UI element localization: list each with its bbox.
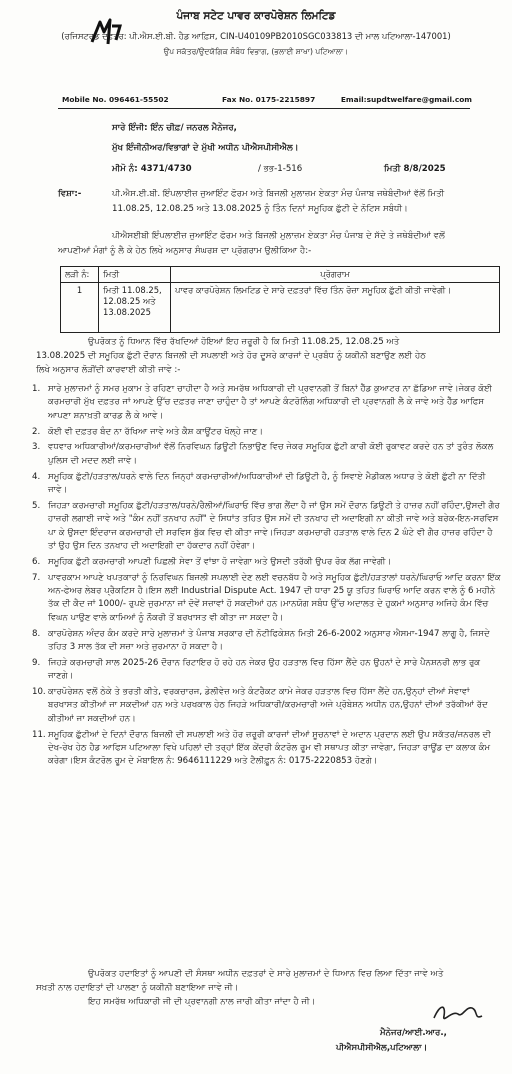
addressee-line: ਸਾਰੇ ਇੰਜੀ: ਇੰਨ ਚੀਫ਼/ ਜਨਰਲ ਮੈਨੇਜਰ,	[112, 123, 237, 133]
col-date-header: ਮਿਤੀ	[99, 267, 171, 283]
list-item: 1. ਸਾਰੇ ਮੁਲਾਜ਼ਮਾਂ ਨੂੰ ਸਮਰ ਮੁਕਾਮ ਤੇ ਰਹਿਣਾ ਚਾਹੀਦਾ ਹੈ ਅਤੇ ਸਮਰੱਥ ਅਧਿਕਾਰੀ ਦੀ ਪ੍ਰਵਾਨਗੀ ਤੋਂ ਬਿਨਾਂ ਹੈੱਡ ਕੁਆਟਰ ਨਾ ਛੱਡਿਆ ਜਾਵੇ।ਜੇਕਰ ਕੋਈ ਕਰਮਚਾਰੀ ਮੁੱਖ ਦਫ਼ਤਰ ਜਾਂ ਆਪਣੇ ਉੱਚ ਦਫ਼ਤਰ ਜਾਣਾ ਚਾਹੁੰਦਾ ਹੈ ਤਾਂ ਆਪਣੇ ਕੰਟਰੋਲਿੰਗ ਅਧਿਕਾਰੀ ਦੀ ਪ੍ਰਵਾਨਗੀ ਲੈ ਕੇ ਜਾਵੇ ਅਤੇ ਹੈੱਡ ਆਫਿਸ ਆਪਣਾ ਸ਼ਨਾਖ਼ਤੀ ਕਾਰਡ ਲੈ ਕੇ ਆਵੇ।	[32, 384, 493, 421]
list-item: 7. ਪਾਵਰਕਾਮ ਆਪਣੇ ਖਪਤਕਾਰਾਂ ਨੂੰ ਨਿਰਵਿਘਨ ਬਿਜਲੀ ਸਪਲਾਈ ਦੇਣ ਲਈ ਵਚਨਬੱਧ ਹੈ ਅਤੇ ਸਮੂਹਿਕ ਛੁੱਟੀ/ਹੜਤਾਲਾਂ ਧਰਨੇ/ਘਿਰਾਓ ਆਦਿ ਕਰਨਾ ਇੱਕ ਅਨ-ਫੇਅਰ ਲੇਬਰ ਪ੍ਰੈਕਟਿਸ ਹੈ।ਇਸ ਲਈ Industrial Dispute Act. 1947 ਦੀ ਧਾਰਾ 25 ਯੂ ਤਹਿਤ ਘਿਰਾਓ ਆਦਿ ਕਰਨ ਵਾਲੇ ਨੂੰ 6 ਮਹੀਨੇ ਤੱਕ ਦੀ ਕੈਦ ਜਾਂ 1000/- ਰੁਪਏ ਜੁਰਮਾਨਾ ਜਾਂ ਦੋਵੇਂ ਸਜ਼ਾਵਾਂ ਹੋ ਸਕਦੀਆਂ ਹਨ।ਮਾਨਯੋਗ ਸਬੰਧ ਉੱਚ ਅਦਾਲਤ ਦੇ ਹੁਕਮਾਂ ਅਨੁਸਾਰ ਅਜਿਹੇ ਕੰਮ ਵਿੱਚ ਵਿਘਨ ਪਾਉਣ ਵਾਲੇ ਕਾਮਿਆਂ ਨੂੰ ਨੌਕਰੀ ਤੋਂ ਬਰਖਾਸਤ ਵੀ ਕੀਤਾ ਜਾ ਸਕਦਾ ਹੈ।	[32, 572, 501, 623]
memo-date: ਮਿਤੀ 8/8/2025	[384, 164, 446, 174]
table-row	[61, 283, 500, 333]
subject-line-2: 11.08.25, 12.08.25 ਅਤੇ 13.08.2025 ਨੂੰ ਤਿੰਨ ਦਿਨਾਂ ਸਮੂਹਿਕ ਛੁੱਟੀ ਦੇ ਨੋਟਿਸ ਸਬੰਧੀ।	[112, 204, 408, 214]
closing-line-3: ਇਹ ਸਮਰੱਥ ਅਧਿਕਾਰੀ ਜੀ ਦੀ ਪ੍ਰਵਾਨਗੀ ਨਾਲ ਜਾਰੀ ਕੀਤਾ ਜਾਂਦਾ ਹੈ ਜੀ।	[88, 997, 316, 1007]
program-cell: ਪਾਵਰ ਕਾਰਪੋਰੇਸ਼ਨ ਲਿਮਟਿਡ ਦੇ ਸਾਰੇ ਦਫ਼ਤਰਾਂ ਵਿੱਚ ਤਿੰਨ ਰੋਜ਼ਾ ਸਮੂਹਿਕ ਛੁੱਟੀ ਕੀਤੀ ਜਾਵੇਗੀ।	[171, 283, 500, 333]
list-item: 10. ਕਾਰਪੋਰੇਸ਼ਨ ਵਲੋਂ ਠੇਕੇ ਤੇ ਭਰਤੀ ਕੀਤੇ, ਵਰਕਚਾਰਜ, ਡੇਲੀਵੇਜ਼ ਅਤੇ ਕੰਟਰੈਕਟ ਕਾਮੇ ਜੇਕਰ ਹੜਤਾਲ ਵਿਚ ਹਿੱਸਾ ਲੈਂਦੇ ਹਨ,ਉਨ੍ਹਾਂ ਦੀਆਂ ਸੇਵਾਵਾਂ ਬਰਖਾਸਤ ਕੀਤੀਆਂ ਜਾ ਸਕਦੀਆਂ ਹਨ ਅਤੇ ਪਰਖਕਾਲ ਹੇਠ ਜਿਹੜੇ ਅਧਿਕਾਰੀ/ਕਰਮਚਾਰੀ ਅਜੇ ਪ੍ਰੋਬੇਸ਼ਨ ਅਧੀਨ ਹਨ,ਉਹਨਾਂ ਦੀਆਂ ਤਰੱਕੀਆਂ ਰੱਦ ਕੀਤੀਆਂ ਜਾ ਸਕਦੀਆਂ ਹਨ।	[32, 687, 488, 724]
handwritten-signature-icon	[430, 1000, 486, 1026]
subject-label: ਵਿਸ਼ਾ:-	[58, 189, 82, 199]
office-line: ਉਪ ਸਕੱਤਰ/ਉਦਯੋਗਿਕ ਸੰਬੰਧ ਵਿਭਾਗ, (ਭਲਾਈ ਸ਼ਾਖਾ) ਪਟਿਆਲਾ।	[163, 47, 349, 56]
instruction-list	[32, 383, 502, 771]
registration-line: (ਰਜਿਸਟਰਡ ਦਫ਼ਤਰ: ਪੀ.ਐਸ.ਈ.ਬੀ. ਹੈਡ ਆਫ਼ਿਸ, CIN-U40109PB2010SGC033813 ਦੀ ਮਾਲ ਪਟਿਆਲਾ-147001)	[61, 31, 451, 41]
para-line-3: ਲਿਖੇ ਅਨੁਸਾਰ ਲੋੜੀਂਦੀ ਕਾਰਵਾਈ ਕੀਤੀ ਜਾਵੇ :-	[36, 365, 181, 375]
signatory-org: ਪੀਐਸਪੀਸੀਐਲ,ਪਟਿਆਲਾ।	[336, 1043, 428, 1053]
org-name: ਪੰਜਾਬ ਸਟੇਟ ਪਾਵਰ ਕਾਰਪੋਰੇਸ਼ਨ ਲਿਮਟਿਡ	[176, 10, 336, 22]
subject-line-1: ਪੀ.ਐਸ.ਈ.ਬੀ. ਇੰਪਲਾਈਜ਼ ਜੁਆਇੰਟ ਫੋਰਮ ਅਤੇ ਬਿਜਲੀ ਮੁਲਾਜ਼ਮ ਏਕਤਾ ਮੰਚ ਪੰਜਾਬ ਜਥੇਬੰਦੀਆਂ ਵੱਲੋਂ ਮਿਤੀ	[112, 189, 445, 199]
list-item: 2. ਕੋਈ ਵੀ ਦਫ਼ਤਰ ਬੰਦ ਨਾ ਰੱਖਿਆ ਜਾਵੇ ਅਤੇ ਕੈਸ਼ ਕਾਊਂਟਰ ਖੋਲ੍ਹੇ ਜਾਣ।	[32, 426, 264, 437]
list-item: 9. ਜਿਹੜੇ ਕਰਮਚਾਰੀ ਸਾਲ 2025-26 ਦੌਰਾਨ ਰਿਟਾਇਰ ਹੋ ਰਹੇ ਹਨ ਜੇਕਰ ਉਹ ਹੜਤਾਲ ਵਿਚ ਹਿੱਸਾ ਲੈਂਦੇ ਹਨ ਉਹਨਾਂ ਦੇ ਸਾਰੇ ਪੈਨਸ਼ਨਰੀ ਲਾਭ ਰੁਕ ਜਾਣਗੇ।	[32, 657, 481, 682]
list-item: 11. ਸਮੂਹਿਕ ਛੁੱਟੀਆਂ ਦੇ ਦਿਨਾਂ ਦੌਰਾਨ ਬਿਜਲੀ ਦੀ ਸਪਲਾਈ ਅਤੇ ਹੋਰ ਜ਼ਰੂਰੀ ਕਾਰਜਾਂ ਦੀਆਂ ਸੂਚਨਾਵਾਂ ਦੇ ਅਦਾਨ ਪ੍ਰਦਾਨ ਲਈ ਉਪ ਸਕੱਤਰ/ਜਨਰਲ ਦੀ ਦੇਖ-ਰੇਖ ਹੇਠ ਹੈਡ ਆਫਿਸ ਪਟਿਆਲਾ ਵਿਖੇ ਪਹਿਲਾਂ ਦੀ ਤਰ੍ਹਾਂ ਇੱਕ ਕੇਂਦਰੀ ਕੰਟਰੋਲ ਰੂਮ ਵੀ ਸਥਾਪਤ ਕੀਤਾ ਜਾਵੇਗਾ, ਜਿਹੜਾ ਰਾਊਂਡ ਦਾ ਕਲਾਕ ਕੰਮ ਕਰੇਗਾ।ਇਸ ਕੰਟਰੋਲ ਰੂਮ ਦੇ ਮੋਬਾਇਲ ਨੰ: 9646111229 ਅਤੇ ਟੈਲੀਫ਼ੂਨ ਨੰ: 0175-2220853 ਹੋਣਗੇ।	[32, 729, 491, 767]
list-item: 8. ਕਾਰਪੋਰੇਸ਼ਨ ਅੰਦਰ ਕੰਮ ਕਰਦੇ ਸਾਰੇ ਮੁਲਾਜ਼ਮਾਂ ਤੇ ਪੰਜਾਬ ਸਰਕਾਰ ਦੀ ਨੋਟੀਫਿਕੇਸ਼ਨ ਮਿਤੀ 26-6-2002 ਅਨੁਸਾਰ ਐਸਮਾ-1947 ਲਾਗੂ ਹੈ, ਜਿਸਦੇ ਤਹਿਤ 3 ਸਾਲ ਤੱਕ ਦੀ ਸਜ਼ਾ ਅਤੇ ਜੁਰਮਾਨਾ ਹੋ ਸਕਦਾ ਹੈ।	[32, 628, 490, 653]
signatory-designation: ਮੈਨੇਜਰ/ਆਈ.ਆਰ.,	[380, 1028, 447, 1038]
mobile-number: Mobile No. 096461-55502	[62, 95, 169, 104]
memo-number: ਮੀਮੋ ਨੰ: 4371/4730	[112, 164, 192, 174]
contact-bar	[62, 95, 472, 109]
header-divider	[58, 108, 470, 109]
para-line-2: 13.08.2025 ਦੀ ਸਮੂਹਿਕ ਛੁੱਟੀ ਦੌਰਾਨ ਬਿਜਲੀ ਦੀ ਸਪਲਾਈ ਅਤੇ ਹੋਰ ਦੂਸਰੇ ਕਾਰਜਾਂ ਦੇ ਪ੍ਰਬੰਧ ਨੂੰ ਯਕੀਨੀ ਬਣਾਉਣ ਲਈ ਹੇਠ	[36, 351, 426, 361]
intro-line-1: ਪੀਐਸਈਬੀ ਇੰਪਲਾਈਜ਼ ਜੁਆਇੰਟ ਫੋਰਮ ਅਤੇ ਬਿਜਲੀ ਮੁਲਾਜ਼ਮ ਏਕਤਾ ਮੰਚ ਪੰਜਾਬ ਦੇ ਸੱਦੇ ਤੇ ਜਥੇਬੰਦੀਆਂ ਵਲੋਂ	[112, 231, 445, 241]
addressee-line-2: ਮੁੱਖ ਇੰਜੀਨੀਅਰ/ਵਿਭਾਗਾਂ ਦੇ ਮੁੱਖੀ ਅਧੀਨ ਪੀਐਸਪੀਸੀਐਲ।	[112, 143, 299, 153]
intro-line-2: ਆਪਣੀਆਂ ਮੰਗਾਂ ਨੂੰ ਲੈ ਕੇ ਹੇਠ ਲਿਖੇ ਅਨੁਸਾਰ ਸੰਘਰਸ਼ ਦਾ ਪ੍ਰੋਗਰਾਮ ਉਲੀਕਿਆ ਹੈ:-	[58, 246, 312, 256]
date-line: 12.08.25 ਅਤੇ	[103, 296, 156, 306]
para-line-1: ਉਪਰੋਕਤ ਨੂੰ ਧਿਆਨ ਵਿੱਚ ਰੱਖਦਿਆਂ ਹੋਇਆਂ ਇਹ ਜ਼ਰੂਰੀ ਹੈ ਕਿ ਮਿਤੀ 11.08.25, 12.08.25 ਅਤੇ	[88, 337, 400, 347]
list-item: 6. ਸਮੂਹਿਕ ਛੁੱਟੀ ਕਰਮਚਾਰੀ ਆਪਣੀ ਪਿਛਲੀ ਸੇਵਾ ਤੋਂ ਵਾਂਝਾ ਹੋ ਜਾਵੇਗਾ ਅਤੇ ਉਸਦੀ ਤਰੱਕੀ ਉਪਰ ਰੋਕ ਲੱਗ ਜਾਵੇਗੀ।	[32, 556, 392, 567]
list-item: 5. ਜਿਹੜਾ ਕਰਮਚਾਰੀ ਸਮੂਹਿਕ ਛੁੱਟੀ/ਹੜਤਾਲ/ਧਰਨੇ/ਰੈਲੀਆਂ/ਘਿਰਾਓ ਵਿੱਚ ਭਾਗ ਲੈਂਦਾ ਹੈ ਜਾਂ ਉਸ ਸਮੇਂ ਦੌਰਾਨ ਡਿਊਟੀ ਤੇ ਹਾਜ਼ਰ ਨਹੀਂ ਰਹਿੰਦਾ,ਉਸਦੀ ਗੈਰ ਹਾਜ਼ਰੀ ਲਗਾਈ ਜਾਵੇ ਅਤੇ "ਕੰਮ ਨਹੀਂ ਤਨਖਾਹ ਨਹੀਂ" ਦੇ ਸਿਧਾਂਤ ਤਹਿਤ ਉਸ ਸਮੇਂ ਦੀ ਤਨਖਾਹ ਦੀ ਅਦਾਇਗੀ ਨਾ ਕੀਤੀ ਜਾਵੇ ਅਤੇ ਬਰੇਕ-ਇਨ-ਸਰਵਿਸ ਪਾ ਕੇ ਉਸਦਾ ਇੰਦਰਾਜ ਕਰਮਚਾਰੀ ਦੀ ਸਰਵਿਸ ਬੁੱਕ ਵਿਚ ਵੀ ਕੀਤਾ ਜਾਵੇ।ਜਿਹੜਾ ਕਰਮਚਾਰੀ ਹੜਤਾਲ ਵਾਲੇ ਦਿਨ 2 ਘੰਟੇ ਵੀ ਗੈਰ ਹਾਜ਼ਰ ਰਹਿੰਦਾ ਹੈ ਤਾਂ ਉਹ ਉਸ ਦਿਨ ਤਨਖਾਹ ਦੀ ਅਦਾਇਗੀ ਦਾ ਹੱਕਦਾਰ ਨਹੀਂ ਹੋਵੇਗਾ।	[32, 500, 500, 552]
branch-code: / ਭਭ-1-516	[258, 164, 303, 174]
list-item: 3. ਵਧਵਾਰ ਅਧਿਕਾਰੀਆਂ/ਕਰਮਚਾਰੀਆਂ ਵੱਲੋਂ ਨਿਰਵਿਘਨ ਡਿਊਟੀ ਨਿਭਾਉਣ ਵਿਚ ਜੇਕਰ ਸਮੂਹਿਕ ਛੁੱਟੀ ਕਾਰੀ ਕੋਈ ਰੁਕਾਵਟ ਕਰਦੇ ਹਨ ਤਾਂ ਤੁਰੰਤ ਲੋਕਲ ਪੁਲਿਸ ਦੀ ਮਦਦ ਲਈ ਜਾਵੇ।	[32, 442, 494, 466]
dates-cell	[99, 283, 171, 333]
email-address: Email:supdtwelfare@gmail.com	[340, 95, 472, 104]
list-item: 4. ਸਮੂਹਿਕ ਛੁੱਟੀ/ਹੜਤਾਲ/ਧਰਨੇ ਵਾਲੇ ਦਿਨ ਜਿਨ੍ਹਾਂ ਕਰਮਚਾਰੀਆਂ/ਅਧਿਕਾਰੀਆਂ ਦੀ ਡਿਊਟੀ ਹੈ, ਨੂੰ ਸਿਵਾਏ ਮੈਡੀਕਲ ਅਧਾਰ ਤੇ ਕੋਈ ਛੁੱਟੀ ਨਾ ਦਿੱਤੀ ਜਾਵੇ।	[32, 471, 486, 496]
date-line: ਮਿਤੀ 11.08.25,	[103, 285, 162, 295]
col-program-header: ਪ੍ਰੋਗਰਾਮ	[171, 267, 500, 283]
fax-number: Fax No. 0175-2215897	[222, 95, 316, 104]
date-line: 13.08.2025	[103, 307, 151, 317]
closing-line-1: ਉਪਰੋਕਤ ਹਦਾਇਤਾਂ ਨੂੰ ਆਪਣੀ ਦੀ ਸੰਸਥਾ ਅਧੀਨ ਦਫ਼ਤਰਾਂ ਦੇ ਸਾਰੇ ਮੁਲਾਜ਼ਮਾਂ ਦੇ ਧਿਆਨ ਵਿਚ ਲਿਆ ਦਿੱਤਾ ਜਾਵੇ ਅਤੇ	[88, 969, 444, 979]
col-serial-header: ਲੜੀ ਨੰ:	[61, 267, 99, 283]
serial-cell: 1	[61, 283, 99, 333]
closing-line-2: ਸਖ਼ਤੀ ਨਾਲ ਹਦਾਇਤਾਂ ਦੀ ਪਾਲਣਾ ਨੂੰ ਯਕੀਨੀ ਬਣਾਇਆ ਜਾਵੇ ਜੀ।	[36, 983, 239, 993]
program-table	[60, 266, 500, 333]
